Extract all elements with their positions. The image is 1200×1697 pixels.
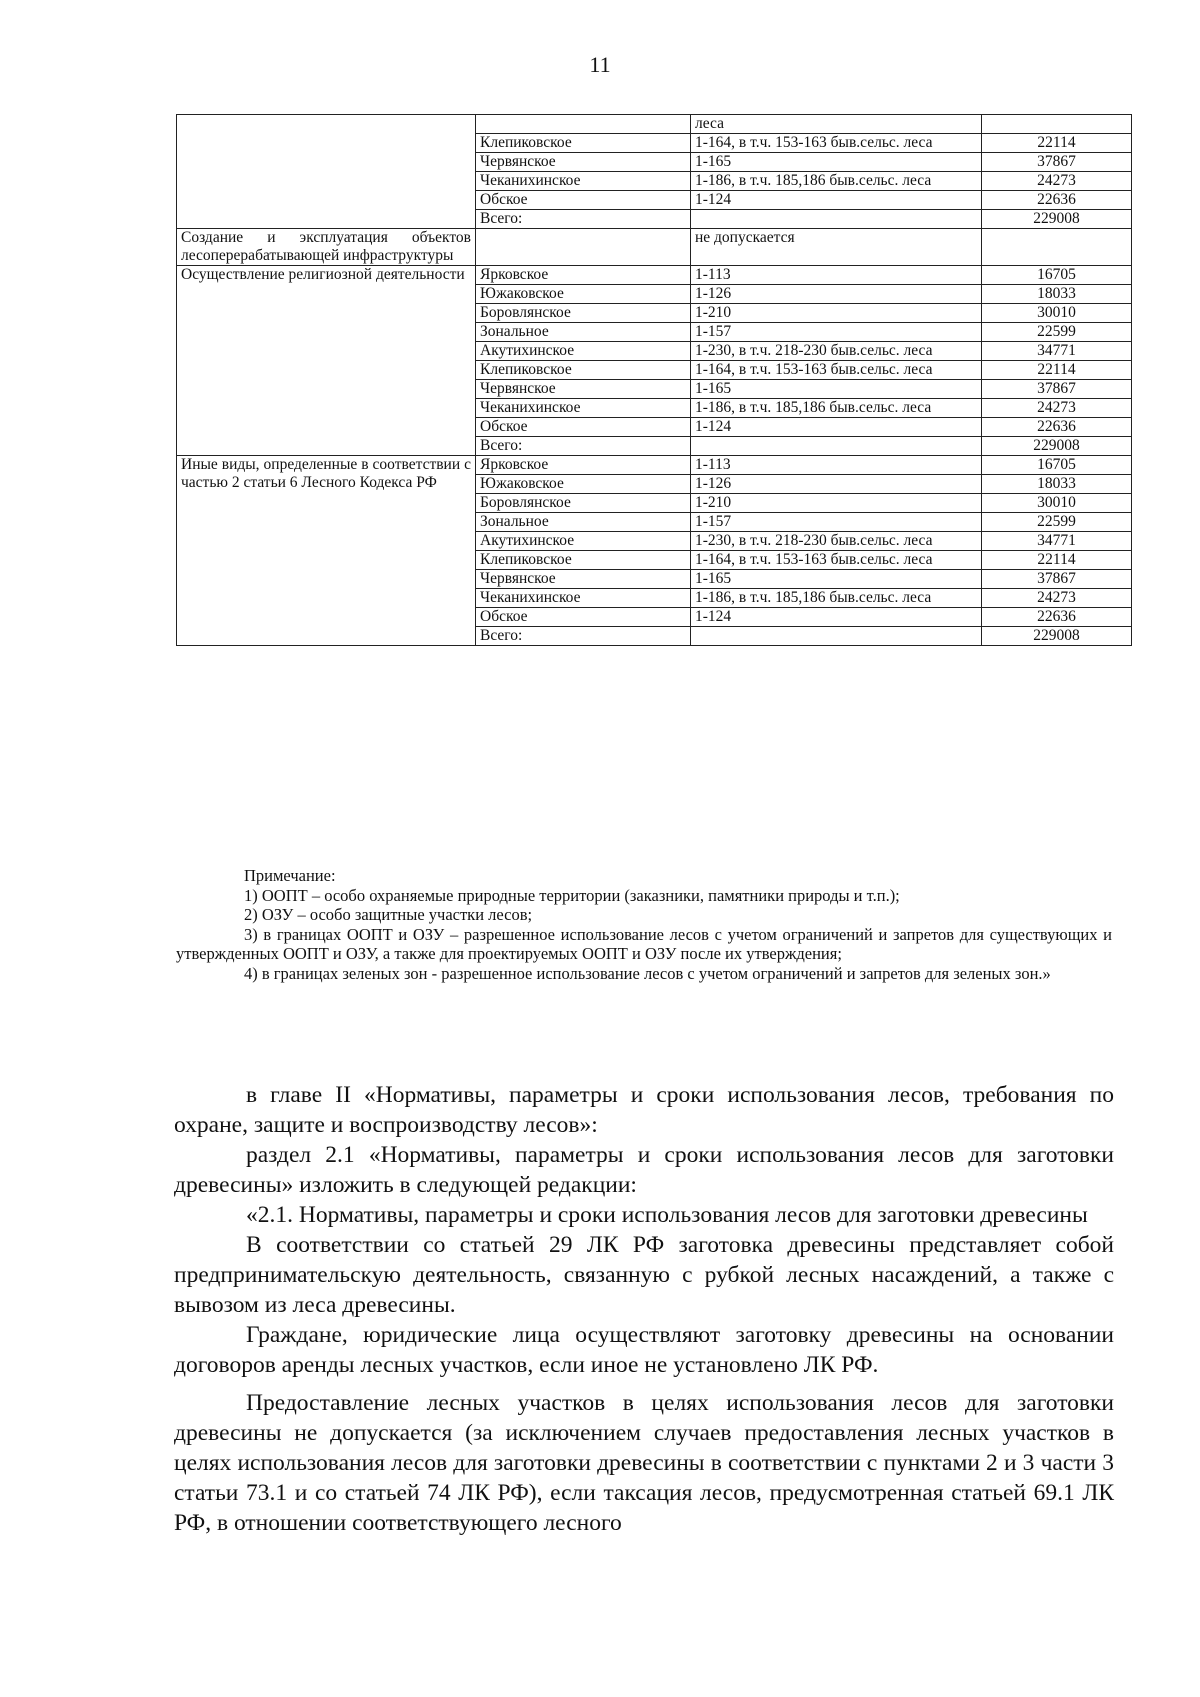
quarters-cell: 1-186, в т.ч. 185,186 быв.сельс. леса [691, 589, 982, 608]
area-cell: 37867 [982, 153, 1132, 172]
area-cell: 22599 [982, 323, 1132, 342]
forestry-cell: Чеканихинское [476, 589, 691, 608]
body-paragraph: В соответствии со статьей 29 ЛК РФ заготовка древесины представляет собой предпринимательскую деятельность, связанную с рубкой лесных насаждений, а также с вывозом из леса древесины. [174, 1232, 1114, 1318]
forestry-cell: Зональное [476, 323, 691, 342]
area-cell [982, 115, 1132, 134]
note-item: 1) ООПТ – особо охраняемые природные территории (заказники, памятники природы и т.п.); [244, 885, 900, 905]
page-number: 11 [589, 52, 611, 77]
quarters-cell: 1-113 [691, 456, 982, 475]
quarters-cell: 1-165 [691, 153, 982, 172]
forestry-cell [476, 229, 691, 266]
purpose-cell: Осуществление религиозной деятельности [177, 266, 476, 456]
body-paragraph: «2.1. Нормативы, параметры и сроки использования лесов для заготовки древесины [246, 1202, 1088, 1228]
forestry-cell: Южаковское [476, 285, 691, 304]
area-cell: 22599 [982, 513, 1132, 532]
body-text [174, 1080, 1114, 1538]
forestry-cell: Червянское [476, 153, 691, 172]
forestry-cell: Червянское [476, 380, 691, 399]
note-item: 4) в границах зеленых зон - разрешенное использование лесов с учетом ограничений и запретов для зеленых зон.» [244, 963, 1051, 983]
table-row [177, 229, 1132, 266]
forestry-cell: Обское [476, 608, 691, 627]
quarters-cell: 1-210 [691, 304, 982, 323]
quarters-cell: 1-124 [691, 608, 982, 627]
notes-section [176, 866, 1112, 983]
forestry-cell: Обское [476, 418, 691, 437]
table-row [177, 115, 1132, 134]
area-cell: 22636 [982, 191, 1132, 210]
body-paragraph: раздел 2.1 «Нормативы, параметры и сроки использования лесов для заготовки древесины» изложить в следующей редакции: [174, 1142, 1114, 1198]
quarters-cell: 1-230, в т.ч. 218-230 быв.сельс. леса [691, 532, 982, 551]
forestry-cell: Южаковское [476, 475, 691, 494]
area-cell: 24273 [982, 172, 1132, 191]
area-cell: 34771 [982, 342, 1132, 361]
area-cell: 22636 [982, 608, 1132, 627]
quarters-cell: 1-164, в т.ч. 153-163 быв.сельс. леса [691, 551, 982, 570]
quarters-cell: 1-186, в т.ч. 185,186 быв.сельс. леса [691, 172, 982, 191]
quarters-cell: 1-157 [691, 323, 982, 342]
note-item: 2) ОЗУ – особо защитные участки лесов; [244, 905, 533, 924]
quarters-cell: 1-126 [691, 285, 982, 304]
forestry-cell: Ярковское [476, 266, 691, 285]
forestry-cell: Клепиковское [476, 134, 691, 153]
area-cell: 24273 [982, 589, 1132, 608]
area-cell: 229008 [982, 437, 1132, 456]
area-cell: 34771 [982, 532, 1132, 551]
quarters-cell: леса [691, 115, 982, 134]
forestry-cell: Всего: [476, 437, 691, 456]
area-cell: 16705 [982, 266, 1132, 285]
forestry-cell: Всего: [476, 210, 691, 229]
body-paragraph: Граждане, юридические лица осуществляют заготовку древесины на основании договоров аренды лесных участков, если иное не установлено ЛК РФ. [174, 1322, 1114, 1378]
quarters-cell: 1-186, в т.ч. 185,186 быв.сельс. леса [691, 399, 982, 418]
forestry-cell: Зональное [476, 513, 691, 532]
area-cell: 22114 [982, 551, 1132, 570]
purpose-cell: Создание и эксплуатация объектов лесоперерабатывающей инфраструктуры [177, 229, 476, 266]
quarters-cell: 1-113 [691, 266, 982, 285]
area-cell: 229008 [982, 210, 1132, 229]
area-cell: 30010 [982, 304, 1132, 323]
forestry-cell [476, 115, 691, 134]
forestry-cell: Всего: [476, 627, 691, 646]
forestry-cell: Чеканихинское [476, 172, 691, 191]
quarters-cell: 1-165 [691, 570, 982, 589]
note-item: 3) в границах ООПТ и ОЗУ – разрешенное использование лесов с учетом ограничений и запретов для существующих и утвержденных ООПТ и ОЗУ, а также для проектируемых ООПТ и ОЗУ после их утверждения; [176, 924, 1112, 963]
table-row [177, 456, 1132, 475]
quarters-cell: 1-164, в т.ч. 153-163 быв.сельс. леса [691, 134, 982, 153]
quarters-cell [691, 210, 982, 229]
area-cell: 30010 [982, 494, 1132, 513]
area-cell: 22114 [982, 361, 1132, 380]
quarters-cell: 1-126 [691, 475, 982, 494]
forestry-cell: Клепиковское [476, 361, 691, 380]
forestry-cell: Ярковское [476, 456, 691, 475]
quarters-cell: 1-124 [691, 418, 982, 437]
area-cell: 37867 [982, 570, 1132, 589]
area-cell: 229008 [982, 627, 1132, 646]
purpose-cell: Иные виды, определенные в соответствии с частью 2 статьи 6 Лесного Кодекса РФ [177, 456, 476, 646]
forestry-cell: Клепиковское [476, 551, 691, 570]
quarters-cell: 1-165 [691, 380, 982, 399]
forestry-cell: Боровлянское [476, 494, 691, 513]
area-cell: 16705 [982, 456, 1132, 475]
forestry-cell: Акутихинское [476, 342, 691, 361]
table-body [177, 115, 1132, 646]
area-cell: 22636 [982, 418, 1132, 437]
forestry-cell: Червянское [476, 570, 691, 589]
area-cell: 24273 [982, 399, 1132, 418]
forest-use-table [176, 114, 1132, 646]
quarters-cell: 1-157 [691, 513, 982, 532]
area-cell [982, 229, 1132, 266]
body-paragraph: Предоставление лесных участков в целях использования лесов для заготовки древесины не допускается (за исключением случаев предоставления лесных участков в целях использования лесов для заготовки древесины в соответствии с пунктами 2 и 3 части 3 статьи 73.1 и со статьей 74 ЛК РФ), если таксация лесов, предусмотренная статьей 69.1 ЛК РФ, в отношении соответствующего лесного [174, 1390, 1114, 1536]
quarters-cell [691, 437, 982, 456]
area-cell: 18033 [982, 475, 1132, 494]
quarters-cell: 1-164, в т.ч. 153-163 быв.сельс. леса [691, 361, 982, 380]
forestry-cell: Обское [476, 191, 691, 210]
quarters-cell: 1-230, в т.ч. 218-230 быв.сельс. леса [691, 342, 982, 361]
area-cell: 37867 [982, 380, 1132, 399]
forestry-cell: Боровлянское [476, 304, 691, 323]
body-paragraph: в главе II «Нормативы, параметры и сроки использования лесов, требования по охране, защите и воспроизводству лесов»: [174, 1082, 1114, 1138]
purpose-cell [177, 115, 476, 229]
quarters-cell: 1-210 [691, 494, 982, 513]
quarters-cell [691, 627, 982, 646]
notes-title: Примечание: [244, 866, 336, 885]
quarters-cell: не допускается [691, 229, 982, 266]
table-row [177, 266, 1132, 285]
area-cell: 22114 [982, 134, 1132, 153]
forestry-cell: Акутихинское [476, 532, 691, 551]
forestry-cell: Чеканихинское [476, 399, 691, 418]
area-cell: 18033 [982, 285, 1132, 304]
quarters-cell: 1-124 [691, 191, 982, 210]
